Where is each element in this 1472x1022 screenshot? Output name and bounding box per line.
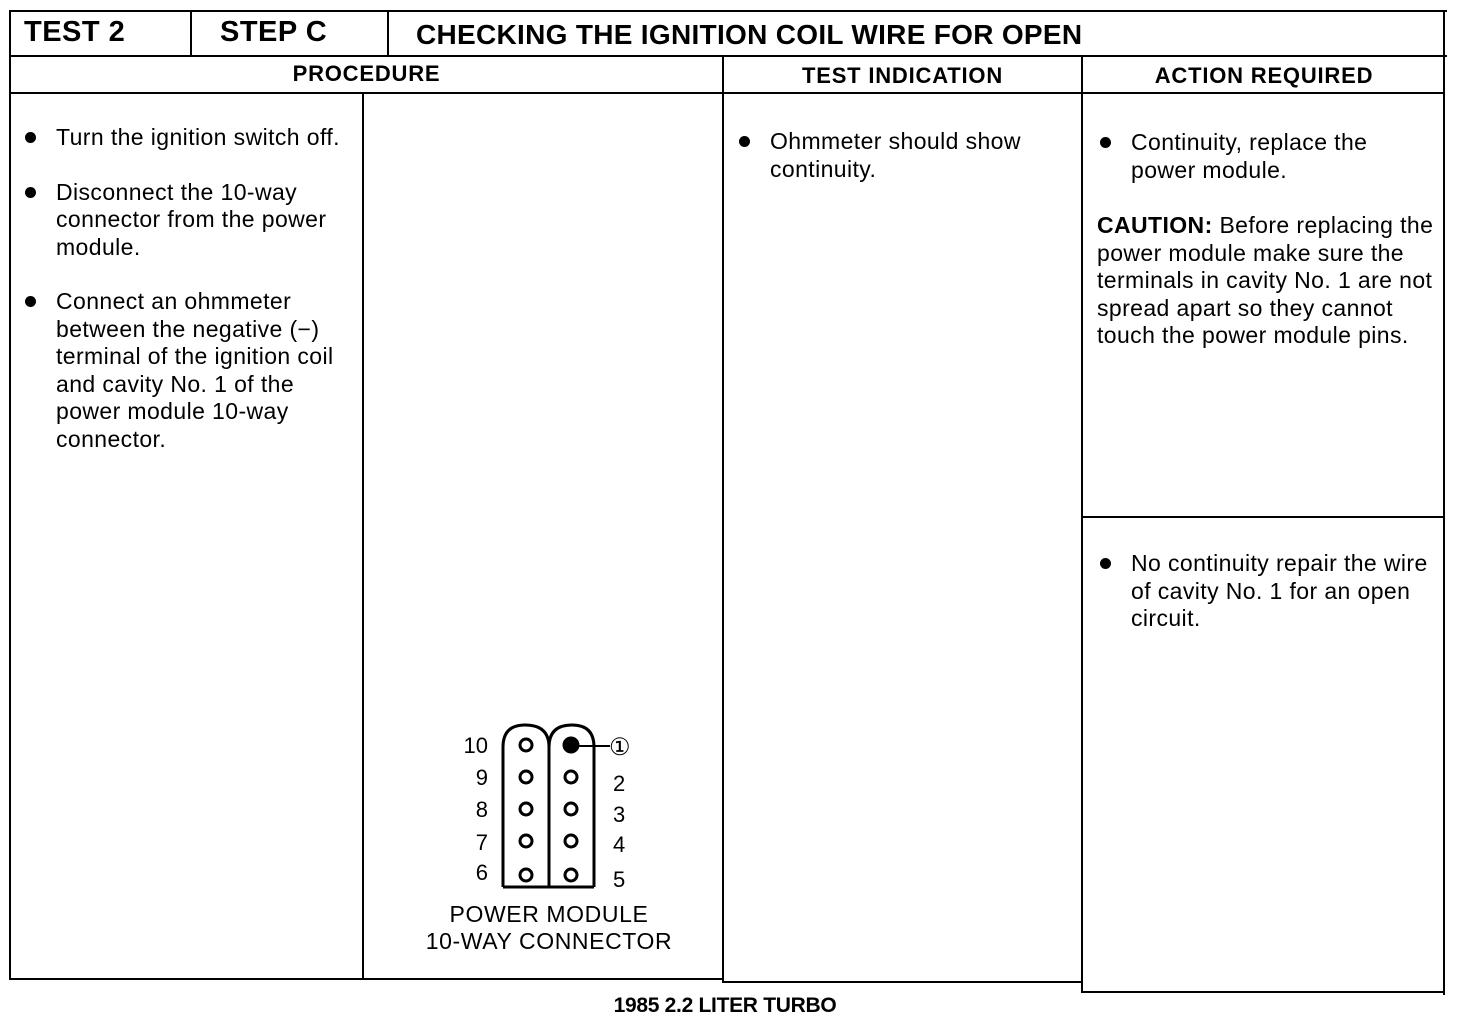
caution-label: CAUTION: [1097, 212, 1213, 238]
pin-column-right [564, 738, 578, 881]
procedure-step-3: Connect an ohmmeter between the negative (−) terminal of the ignition coil and cavity No. 1 of the power module 10-way connector. [56, 288, 334, 452]
caution-note [1097, 212, 1435, 350]
list-item [1097, 550, 1432, 633]
list-item [22, 288, 342, 453]
action-continuity-cell [1097, 129, 1435, 350]
action-no-continuity-cell [1097, 550, 1432, 633]
procedure-step-1: Turn the ignition switch off. [56, 124, 340, 150]
pin-number: 6 [475, 860, 488, 885]
bullet-icon [25, 187, 36, 198]
left-pin-numbers [464, 733, 488, 885]
list-item [736, 128, 1071, 183]
bullet-icon [25, 296, 36, 307]
column-header-test-indication: TEST INDICATION [801, 63, 1004, 88]
diagram-caption-line1: POWER MODULE [449, 901, 649, 927]
pin-number: 3 [613, 802, 626, 827]
pin-column-left [520, 739, 532, 881]
column-header-procedure: PROCEDURE [292, 61, 441, 86]
caution-text: Before replacing the power module make sure the terminals in cavity No. 1 are not spread apart so they cannot touch the power module pins. [1097, 212, 1434, 348]
pin-number: 2 [613, 771, 626, 796]
procedure-step-2: Disconnect the 10-way connector from the power module. [56, 178, 327, 260]
column-header-action-required: ACTION REQUIRED [1154, 63, 1374, 88]
list-item [22, 179, 342, 262]
pin-number: 8 [475, 797, 488, 822]
list-item [1097, 129, 1435, 184]
action-continuity-text: Continuity, replace the power module. [1131, 129, 1368, 183]
bullet-icon [1100, 137, 1111, 148]
pin-number: 4 [613, 832, 626, 857]
test-indication-cell [736, 128, 1071, 183]
list-item [22, 124, 342, 152]
bullet-icon [25, 132, 36, 143]
pin-number: ① [609, 734, 631, 761]
pin-number: 9 [475, 765, 488, 790]
diagram-caption-line2: 10-WAY CONNECTOR [425, 928, 673, 954]
bullet-icon [1100, 558, 1111, 569]
test-indication-text: Ohmmeter should show continuity. [770, 128, 1021, 182]
procedure-steps [22, 124, 342, 480]
pin-number: 10 [463, 733, 488, 758]
step-label: STEP C [220, 16, 328, 48]
test-number: TEST 2 [24, 16, 126, 48]
pin-number: 5 [613, 867, 626, 892]
bullet-icon [739, 136, 750, 147]
page-footer: 1985 2.2 LITER TURBO [613, 994, 837, 1017]
right-pin-numbers [609, 734, 631, 892]
pin-number: 7 [475, 830, 488, 855]
connector-diagram [364, 700, 720, 970]
action-no-continuity-text: No continuity repair the wire of cavity No. 1 for an open circuit. [1131, 550, 1428, 631]
page-title: CHECKING THE IGNITION COIL WIRE FOR OPEN [416, 19, 1083, 50]
cavity-1-pin [564, 738, 578, 752]
